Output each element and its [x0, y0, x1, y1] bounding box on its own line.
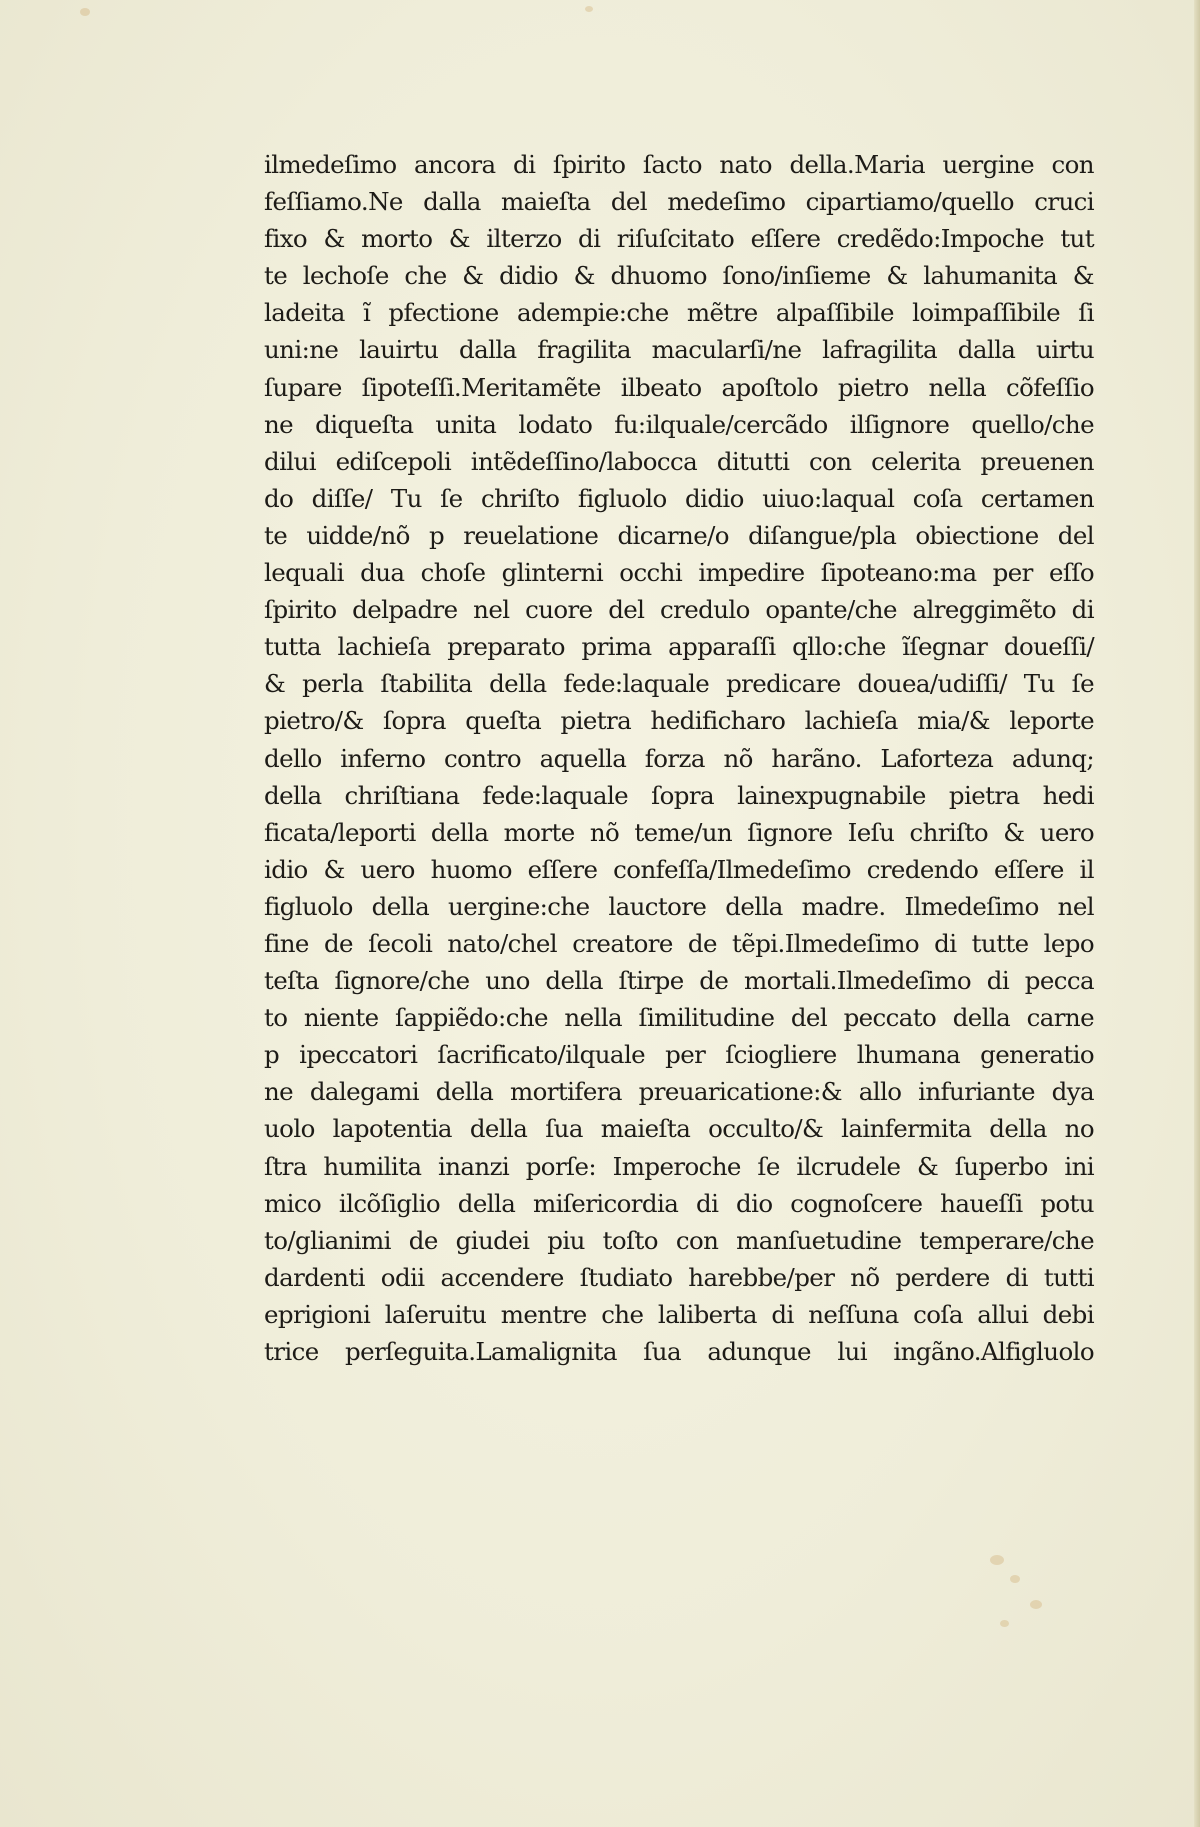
text-line: ilmedeſimo ancora di ſpirito ſacto nato della.Maria uergine con: [264, 150, 1094, 179]
text-line: trice perſeguita.Lamalignita ſua adunque lui ingãno.Alfigluolo: [264, 1337, 1094, 1366]
text-line: ne diqueſta unita lodato fu:ilquale/cercãdo ilſignore quello/che: [264, 409, 1094, 439]
text-line: p ipeccatori ſacrificato/ilquale per ſciogliere lhumana generatio: [264, 1040, 1094, 1070]
text-line: ficata/leporti della morte nõ teme/un ſignore Ieſu chriſto & uero: [264, 817, 1094, 847]
text-line: ladeita ĩ pfectione adempie:che mẽtre alpaſſibile loimpaſſibile ſi: [264, 298, 1094, 328]
text-line: uni:ne lauirtu dalla fragilita macularſi/ne lafragilita dalla uirtu: [264, 335, 1094, 365]
page-edge: [1194, 0, 1200, 1827]
foxing-spot: [1030, 1600, 1042, 1609]
text-line: lequali dua choſe glinterni occhi impedire ſipoteano:ma per eſſo: [264, 558, 1094, 588]
text-line: & perla ſtabilita della fede:laquale predicare douea/udiſſi/ Tu ſe: [264, 669, 1094, 699]
text-line: to niente ſappiẽdo:che nella ſimilitudine del peccato della carne: [264, 1003, 1094, 1033]
text-line: fixo & morto & ilterzo di riſuſcitato eſſere credẽdo:Impoche tut: [264, 224, 1094, 254]
text-line: teſta ſignore/che uno della ſtirpe de mortali.Ilmedeſimo di pecca: [264, 966, 1094, 996]
text-line: dardenti odii accendere ſtudiato harebbe/per nõ perdere di tutti: [264, 1262, 1094, 1292]
foxing-spot: [990, 1555, 1004, 1565]
text-line: te lechoſe che & didio & dhuomo ſono/inſieme & lahumanita &: [264, 261, 1094, 291]
body-text: [264, 146, 1094, 1370]
text-line: dilui ediſcepoli intẽdeſſino/labocca ditutti con celerita preuenen: [264, 446, 1094, 476]
text-line: ſtra humilita inanzi porſe: Imperoche ſe ilcrudele & ſuperbo ini: [264, 1151, 1094, 1181]
text-line: uolo lapotentia della ſua maieſta occulto/& lainfermita della no: [264, 1114, 1094, 1144]
text-line: dello inferno contro aquella forza nõ harãno. Laforteza adunq;: [264, 743, 1094, 773]
foxing-spot: [585, 6, 593, 12]
text-line: feſſiamo.Ne dalla maieſta del medeſimo cipartiamo/quello cruci: [264, 187, 1094, 217]
text-line: do diſſe/ Tu ſe chriſto figluolo didio uiuo:laqual coſa certamen: [264, 483, 1094, 513]
text-line: ſpirito delpadre nel cuore del credulo opante/che alreggimẽto di: [264, 595, 1094, 625]
text-line: eprigioni laſeruitu mentre che laliberta di neſſuna coſa allui debi: [264, 1299, 1094, 1329]
foxing-spot: [1010, 1575, 1020, 1583]
text-line: fine de ſecoli nato/chel creatore de tẽpi.Ilmedeſimo di tutte lepo: [264, 928, 1094, 958]
text-line: ſupare ſipoteſſi.Meritamẽte ilbeato apoſtolo pietro nella cõfeſſio: [264, 372, 1094, 402]
text-line: te uidde/nõ p reuelatione dicarne/o diſangue/pla obiectione del: [264, 520, 1094, 550]
foxing-spot: [80, 8, 90, 16]
text-line: idio & uero huomo eſſere confeſſa/Ilmedeſimo credendo eſſere il: [264, 854, 1094, 884]
foxing-spot: [1000, 1620, 1009, 1627]
text-line: ne dalegami della mortifera preuaricatione:& allo infuriante dya: [264, 1077, 1094, 1107]
text-line: pietro/& ſopra queſta pietra hedificharo lachieſa mia/& leporte: [264, 706, 1094, 736]
text-line: mico ilcõſiglio della miſericordia di dio cognoſcere haueſſi potu: [264, 1188, 1094, 1218]
text-line: figluolo della uergine:che lauctore della madre. Ilmedeſimo nel: [264, 891, 1094, 921]
text-line: to/glianimi de giudei piu toſto con manſuetudine temperare/che: [264, 1225, 1094, 1255]
text-line: della chriſtiana fede:laquale ſopra lainexpugnabile pietra hedi: [264, 780, 1094, 810]
text-line: tutta lachieſa preparato prima apparaſſi qllo:che ĩſegnar doueſſi/: [264, 632, 1094, 662]
